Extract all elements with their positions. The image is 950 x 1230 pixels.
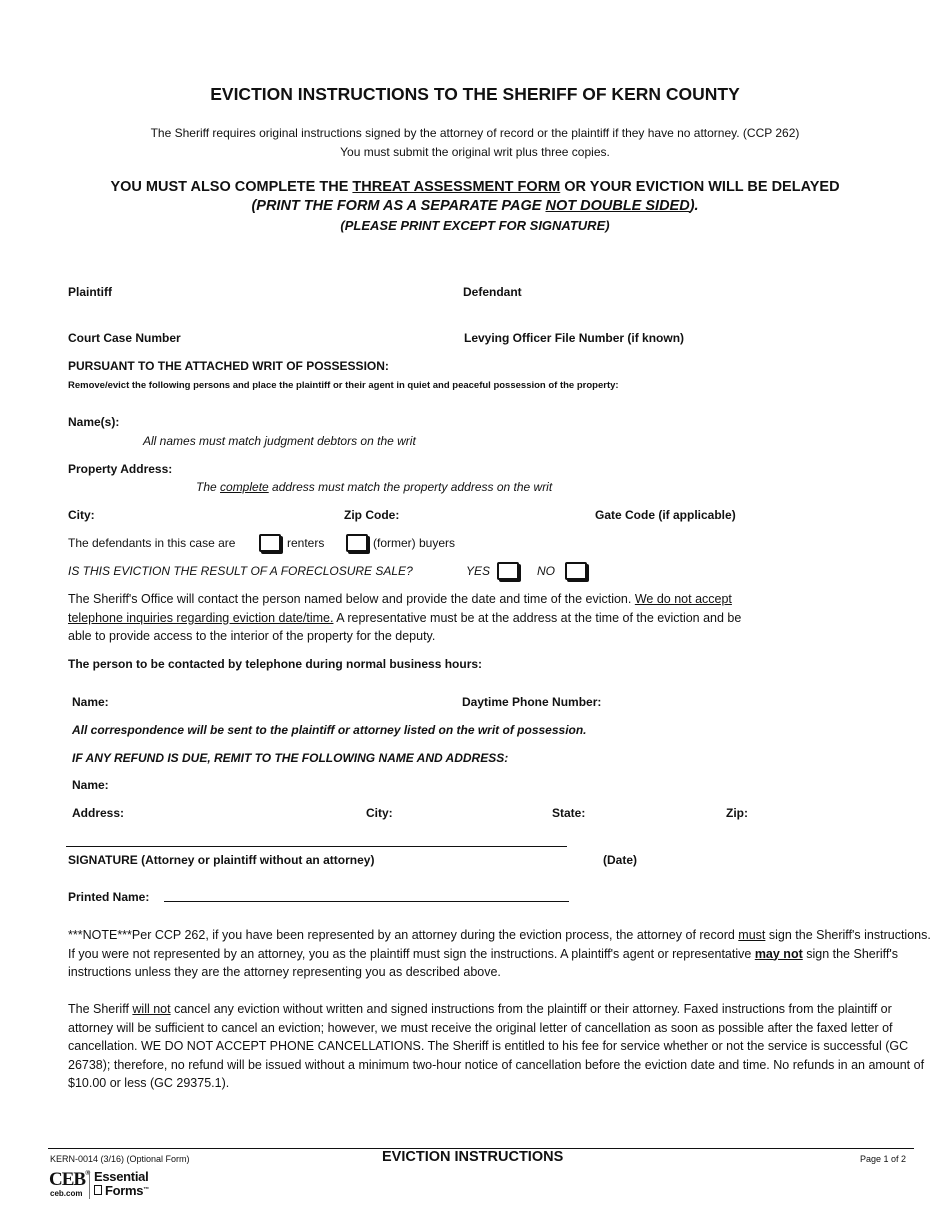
foreclosure-yes-checkbox[interactable] bbox=[497, 562, 519, 580]
form-id: KERN-0014 (3/16) (Optional Form) bbox=[50, 1154, 190, 1164]
threat-assessment-warning: YOU MUST ALSO COMPLETE THE THREAT ASSESSMENT FORM OR YOUR EVICTION WILL BE DELAYED bbox=[110, 179, 840, 195]
gate-code-label: Gate Code (if applicable) bbox=[595, 508, 736, 522]
threat-assessment-form-link[interactable]: THREAT ASSESSMENT FORM bbox=[352, 179, 561, 195]
names-hint: All names must match judgment debtors on the writ bbox=[143, 434, 416, 448]
no-label: NO bbox=[537, 564, 555, 578]
page-title: EVICTION INSTRUCTIONS TO THE SHERIFF OF KERN COUNTY bbox=[210, 84, 740, 104]
print-except-signature-note: (PLEASE PRINT EXCEPT FOR SIGNATURE) bbox=[340, 218, 610, 233]
former-buyers-label: (former) buyers bbox=[373, 536, 456, 550]
levying-officer-file-label: Levying Officer File Number (if known) bbox=[464, 331, 685, 345]
foreclosure-question: IS THIS EVICTION THE RESULT OF A FORECLOSURE SALE? bbox=[68, 564, 413, 578]
plaintiff-label: Plaintiff bbox=[68, 285, 112, 299]
ceb-essential-forms-logo bbox=[49, 1169, 159, 1201]
contact-name-label: Name: bbox=[72, 695, 109, 709]
renters-checkbox[interactable] bbox=[259, 534, 281, 552]
daytime-phone-label: Daytime Phone Number: bbox=[462, 695, 602, 709]
names-label: Name(s): bbox=[68, 415, 120, 429]
refund-zip-label: Zip: bbox=[726, 806, 748, 820]
printed-name-line[interactable] bbox=[164, 901, 569, 902]
ceb-logo-mark: CEB® bbox=[49, 1169, 90, 1190]
signature-line[interactable] bbox=[66, 846, 567, 847]
contact-person-heading: The person to be contacted by telephone during normal business hours: bbox=[68, 657, 483, 671]
ceb-url: ceb.com bbox=[50, 1189, 83, 1198]
attorney-note: ***NOTE***Per CCP 262, if you have been represented by an attorney during the eviction process, the attorney of record must sign the Sheriff's instructions. If you were not represented by an attorney, you as the plaintiff must sign the instructions. A plaintiff's agent or representative may not sign the Sheriff's instructions unless they are the attorney representing you as described above. bbox=[68, 928, 931, 979]
essential-forms-word-1: Essential bbox=[94, 1169, 149, 1184]
logo-divider bbox=[89, 1171, 90, 1199]
remove-evict-instruction: Remove/evict the following persons and place the plaintiff or their agent in quiet and peaceful possession of the property: bbox=[68, 380, 619, 391]
refund-state-label: State: bbox=[552, 806, 586, 820]
requirement-line-1: The Sheriff requires original instructions signed by the attorney of record or the plaintiff if they have no attorney. (CCP 262) bbox=[150, 126, 800, 140]
footer-title: EVICTION INSTRUCTIONS bbox=[382, 1149, 564, 1165]
zip-code-label: Zip Code: bbox=[344, 508, 400, 522]
court-case-number-label: Court Case Number bbox=[68, 331, 181, 345]
city-label: City: bbox=[68, 508, 95, 522]
pursuant-heading: PURSUANT TO THE ATTACHED WRIT OF POSSESSION: bbox=[68, 359, 389, 373]
requirement-line-2: You must submit the original writ plus three copies. bbox=[340, 145, 610, 159]
yes-label: YES bbox=[466, 564, 491, 578]
contact-paragraph: The Sheriff's Office will contact the person named below and provide the date and time of the eviction. We do not accept telephone inquiries regarding eviction date/time. A representative must be at the address at the time of the eviction and be able to provide access to the interior of the property for the deputy. bbox=[68, 592, 742, 643]
printed-name-label: Printed Name: bbox=[68, 890, 150, 904]
foreclosure-no-checkbox[interactable] bbox=[565, 562, 587, 580]
forms-icon bbox=[94, 1185, 102, 1195]
property-address-label: Property Address: bbox=[68, 462, 173, 476]
property-address-hint: The complete address must match the property address on the writ bbox=[196, 480, 553, 494]
renters-label: renters bbox=[287, 536, 325, 550]
page-number: Page 1 of 2 bbox=[860, 1154, 907, 1164]
refund-city-label: City: bbox=[366, 806, 393, 820]
print-separate-note: (PRINT THE FORM AS A SEPARATE PAGE NOT DOUBLE SIDED). bbox=[251, 198, 699, 214]
buyers-checkbox[interactable] bbox=[346, 534, 368, 552]
defendant-label: Defendant bbox=[463, 285, 522, 299]
refund-name-label: Name: bbox=[72, 778, 109, 792]
date-label: (Date) bbox=[603, 853, 638, 867]
correspondence-note: All correspondence will be sent to the plaintiff or attorney listed on the writ of possession. bbox=[72, 723, 587, 737]
defendants-are-label: The defendants in this case are bbox=[68, 536, 236, 550]
essential-forms-word-2: Forms™ bbox=[105, 1183, 149, 1198]
cancellation-note: The Sheriff will not cancel any eviction without written and signed instructions from the plaintiff or their attorney. Faxed instructions from the plaintiff or attorney will be sufficient to cancel an eviction; however, we must receive the original letter of cancellation as soon as possible after the faxed letter of cancellation. WE DO NOT ACCEPT PHONE CANCELLATIONS. The Sheriff is entitled to his fee for service whether or not the service is successful (GC 26738); therefore, no refund will be issued without a minimum two-hour notice of cancellation before the eviction date and time. No refunds in an amount of $10.00 or less (GC 29375.1). bbox=[68, 1002, 925, 1090]
refund-address-label: Address: bbox=[72, 806, 125, 820]
refund-heading: IF ANY REFUND IS DUE, REMIT TO THE FOLLOWING NAME AND ADDRESS: bbox=[72, 751, 509, 765]
signature-label: SIGNATURE (Attorney or plaintiff without an attorney) bbox=[68, 853, 375, 867]
